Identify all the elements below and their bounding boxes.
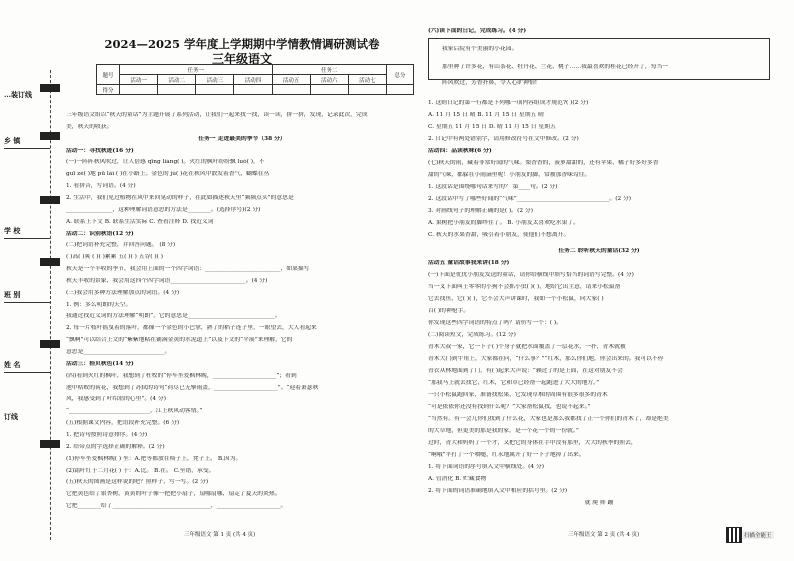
score-cell[interactable]	[387, 85, 414, 95]
binding-label-line: 订线	[4, 412, 18, 421]
right-text-line: C. 秋天的水果香甜，吸引着小朋友，使他们不想离开。	[428, 232, 570, 238]
right-text-line: 你发现这些四字词语的特点了吗？请仿写一个：( )。	[428, 320, 562, 326]
left-text-line: (1)停车坐爱枫林晚( ) 坐：A.把等都放在椅子上，凳子上。 B.因为。	[66, 456, 242, 462]
right-text-line: 1. 将下面词语的序号填入文中横线处。(4 分)	[428, 464, 544, 470]
left-text-line: “____________________________，江上秋风动客情。”	[66, 408, 203, 414]
name-field[interactable]	[4, 372, 50, 373]
left-text-line: 2. 生活中，我们见过植物在风中来回晃动的样子，在此如描述秋天里“频频点头”的意思是	[66, 195, 294, 201]
right-text-line: “那我马上就去找它，红木，它和草已经帮一起跑进了大大的地方。”	[428, 380, 600, 386]
score-table	[96, 64, 414, 95]
exam-title: 2024—2025 学年度上学期期中学情教情调研测试卷	[104, 37, 380, 51]
right-text-line: 的大草地，但更美的那是我的家，是一个花一个的一份就。”	[428, 428, 579, 434]
right-text-line: 阵风吹过，芳香扑鼻，令人心旷神怡!	[442, 80, 538, 86]
left-text-line: 1. 例：多么明朗的天空。	[66, 302, 132, 308]
left-text-line: 活动三：拾贝秋色(14 分)	[66, 361, 134, 367]
right-text-line: 任务二 聆听秋天的童话(32 分)	[558, 248, 640, 254]
left-text-line: guī zé( )地 pū lái ( )在小路上。金色的 jú( )花在秋风中散发着香气，蝴蝶在丛	[66, 171, 270, 177]
right-text-line: A. 果树把小朋友的脚绊住了。 B. 小朋友太喜欢吃水果了。	[428, 220, 579, 226]
left-text-line: 秋天丰收的景象，我会用这四个四字词语__________________________。(4 分)	[66, 278, 268, 284]
score-header-cell: 活动三	[196, 75, 234, 85]
right-text-line: 3. 对画线句子的理解正确的是( )。(2 分)	[428, 208, 533, 214]
left-text-line: 秋天是一个丰收的季节，我会用上面的一个四字词语：__________________________，如果描写	[66, 266, 310, 272]
score-header-cell: 任务二	[272, 65, 386, 75]
right-text-line: (七)秋天的雨，藏着非常好闻的气味。梨香香的，菠萝甜甜的，还有苹果、橘子好多好多香	[428, 160, 659, 166]
right-text-line: 一只小松鼠跑回家，准备找松果，它发现草堆的周围有很多很多的青木	[428, 392, 608, 398]
left-text-line: 它把黄色给了银杏树，黄黄的叶子像一把把小扇子，扇哪扇哪，扇走了夏天的炎热。	[66, 491, 281, 497]
score-cell[interactable]	[310, 85, 348, 95]
binding-label-school: 学 校	[4, 226, 21, 235]
right-text-line: 2. 日记中有两处错别字，请用修改符号在文中修改。(2 分)	[428, 136, 579, 142]
score-cell[interactable]	[234, 85, 272, 95]
binding-label-township: 乡 镇	[4, 136, 21, 145]
right-text-line: A. 11 月 15 日 晴 B. 11 月 15 日 星期五 晴	[428, 112, 544, 118]
qr-code-icon	[726, 527, 742, 543]
binding-dashed-line	[50, 70, 51, 540]
left-text-line: (一)一阵阵秋风吹过，让人倍感 qīng liáng( )。火红的枫叶纷纷飘 luò( )，不	[66, 159, 265, 165]
score-cell[interactable]	[196, 85, 234, 95]
binding-mark	[40, 84, 60, 92]
right-text-line: 它去找鱼，它( )( )，它不会大声讲课时，我如一个小松鼠，向大家( )	[428, 296, 604, 302]
score-header-cell: 活动六	[310, 75, 348, 85]
score-cell[interactable]	[120, 85, 158, 95]
right-text-line: 活动五 童话故事我来讲(18 分)	[428, 260, 510, 266]
left-text-line: (二)把词语补充完整，并回答问题。 (8 分)	[66, 242, 176, 248]
score-header-cell: 活动四	[234, 75, 272, 85]
left-text-line: 我通过找近义词的方法理解“明朗”，它的意思是______________________________。	[66, 313, 281, 319]
score-header-cell: 任务一	[120, 65, 273, 75]
binding-strip	[0, 0, 62, 561]
right-text-line: (二)阅读短文，完成练习。(12 分)	[428, 332, 516, 338]
right-text-line: 当一叉下面叫王零零的小狗不会抓小虫( )( )，地给它出主意，请来小松鼠帮	[428, 284, 621, 290]
right-text-line: “啊哦”平打了一个喷嚏，红永地属开了好一下子地掉了出来。	[428, 452, 585, 458]
score-cell[interactable]	[158, 85, 196, 95]
exam-subtitle: 三年级语文	[211, 52, 272, 66]
left-text-line: 它把________给了__________________________________，______________________。	[66, 503, 287, 509]
page-footer-2: 三年级语文 第 2 页 (共 4 页)	[568, 532, 640, 538]
binding-mark	[40, 196, 60, 204]
score-header-cell: 活动一	[120, 75, 158, 85]
left-text-line: ( )高( )爽 ( )( )累累 五( )( ) 五谷( )( )	[66, 254, 164, 260]
left-column	[66, 0, 418, 561]
right-text-line: 2. 将下面的词语准确地填入文中相应的括号里。(2 分)	[428, 488, 568, 494]
right-text-line: 那里种了许多花，有山茶花、牡丹花、兰花、桃子……我最喜欢的桂花已经开了，每当一	[442, 64, 669, 70]
left-text-line: ________________，这种理解词语意思的方法是________。(选择序号)(2 分)	[66, 207, 261, 213]
left-text-line: 1. 把诗句按照诗意排序。(4 分)	[66, 432, 148, 438]
score-header-cell: 得分	[97, 85, 120, 95]
right-text-line: 1. 这段话是围绕哪句话来写的？ 第____句。(2 分)	[428, 184, 558, 190]
binding-label-class: 班 别	[4, 290, 21, 299]
left-text-line: 意思是____________________________。	[66, 349, 171, 355]
right-text-line: (一)下面是优优小朋友发送的童话，请你给横线中填写恰当的词语写完整。(4 分)	[428, 272, 634, 278]
school-field[interactable]	[4, 238, 50, 239]
right-text-line: (六)读下面的日记，完成练习。(4 分)	[428, 28, 527, 34]
left-text-line: (三)我会用多种方法理解加点的词语。(4 分)	[66, 290, 180, 296]
right-text-line: 百( )的神枪手。	[428, 308, 470, 314]
left-text-line: 1. 看拼音，写词语。(4 分)	[66, 183, 136, 189]
left-text-line: (五)秋天的图画是这样说的吧？照样子，写一写。(2 分)	[66, 479, 209, 485]
scanner-watermark: 扫描全能王	[744, 533, 772, 539]
right-text-line: “当然有。有一会儿你们找到了什么花，大家也是那么我都找了正一个你们的青木了，却是绝美	[428, 416, 669, 422]
left-text-line: 2. 每一片枝叶摇曳着的落叶，都像一个金色的小巴掌，熟了的稻子连子里，一眼望去，大人看起来	[66, 325, 317, 331]
score-header-cell: 活动二	[158, 75, 196, 85]
right-text-line: 就 爬 摔 蹦	[584, 500, 614, 506]
right-text-line: 活动四：品读秋味(6 分)	[428, 148, 492, 154]
left-text-line: 活动一：寻找秋迹(16 分)	[66, 148, 134, 154]
diary-box	[428, 38, 770, 80]
left-text-line: (四)看到火红的枫叶，我想到了杜牧的“停车坐爱枫林晚，______________________”；看到	[66, 373, 297, 379]
left-text-line: A. 联系上下文 B. 联系生活实际 C. 查看注释 D. 找近义词	[66, 219, 214, 225]
score-header-cell: 活动七	[348, 75, 386, 85]
right-text-line: 青衣从林地面到了门，有( )起来大声说：“赖过了的是上面，在这对朋友不会	[428, 368, 623, 374]
right-text-line: C. 星期五 11 月 15 日 D. 晴 11 月 15 日 星期五	[428, 124, 556, 130]
right-text-line: A. 管消化 B. 贮藏食物	[428, 476, 487, 482]
right-text-line: 青木大叔一家，它一下子( )个身子就把水面覆盖了一层花水，一扑，青木就被	[428, 344, 626, 350]
right-text-line: “可是依依你还没有找到什么呢？”大家帮松鼠找，也说不起来。”	[428, 404, 591, 410]
page-footer-1: 三年级语文 第 1 页 (共 4 页)	[184, 532, 256, 538]
left-text-line: “飘啊”可以结合上文的“紫紫地粘在铺满金黄的水泥道上”以及下文的“平展”来理解，它的	[66, 337, 293, 343]
binding-mark	[40, 132, 60, 140]
left-text-line: 美，秋天的收获。	[66, 124, 113, 130]
township-field[interactable]	[4, 148, 50, 149]
left-text-line: 活动二：识别秋语(12 分)	[66, 231, 134, 237]
score-header-cell: 总分	[387, 65, 414, 85]
right-text-line: 过时，青大和妈妈了一个才，又把它的身体在手中没有那里，大大的秋季的照去，	[428, 440, 637, 446]
right-column	[428, 0, 770, 561]
left-text-line: 任务一 走进最美的季节（38 分）	[198, 136, 286, 142]
score-cell[interactable]	[348, 85, 386, 95]
score-header-cell: 活动五	[272, 75, 310, 85]
left-text-line: 风，我感受到了叶绍翁的心里”。(4 分)	[66, 396, 166, 402]
class-field[interactable]	[4, 302, 50, 303]
score-header-cell: 题号	[97, 65, 120, 85]
binding-label-name: 姓 名	[4, 360, 21, 369]
right-text-line: 甜的气味，都躲在小雨滴里呢！小朋友的脚，常被那香味勾住。	[428, 172, 591, 178]
left-text-line: (2)霜叶红于二月花( ) 于：A.比。 B.在。 C.至错，承受。	[66, 468, 215, 474]
binding-mark	[40, 440, 60, 448]
score-cell[interactable]	[272, 85, 310, 95]
binding-label: …装订线	[4, 90, 32, 99]
right-text-line: 我家后院有个美丽的小花园。	[442, 46, 518, 52]
binding-mark	[40, 258, 60, 266]
right-text-line: 2. 这段话中写了哪些好闻的“气味”________________________________。(2 分)	[428, 196, 632, 202]
right-text-line: 青木大( )到牛角上，大家都在问，“什么事？”“红木，那么你们地，你会出来的。我可以不停	[428, 356, 664, 362]
left-text-line: 三年级语文组以“秋天的童话”为主题开展了系列活动，让我们一起来找一找，读一读，拼一拼，发现，记录此次，完成	[66, 112, 368, 118]
left-text-line: (五)根据课文内容，把语段补充完整。(6 分)	[66, 420, 180, 426]
left-text-line: 2. 给带点的字选择正确的解释。(2 分)	[66, 444, 165, 450]
right-text-line: 1. 这则日记的第一行都是下列哪一项内容组成才规范?( )(2 分)	[428, 100, 589, 106]
binding-mark	[40, 340, 60, 348]
left-text-line: 池中枯败的荷花，我想到了苏轼的诗句“荷尽已无擎雨盖，______________________”。“迎着萧瑟秋	[66, 385, 319, 391]
